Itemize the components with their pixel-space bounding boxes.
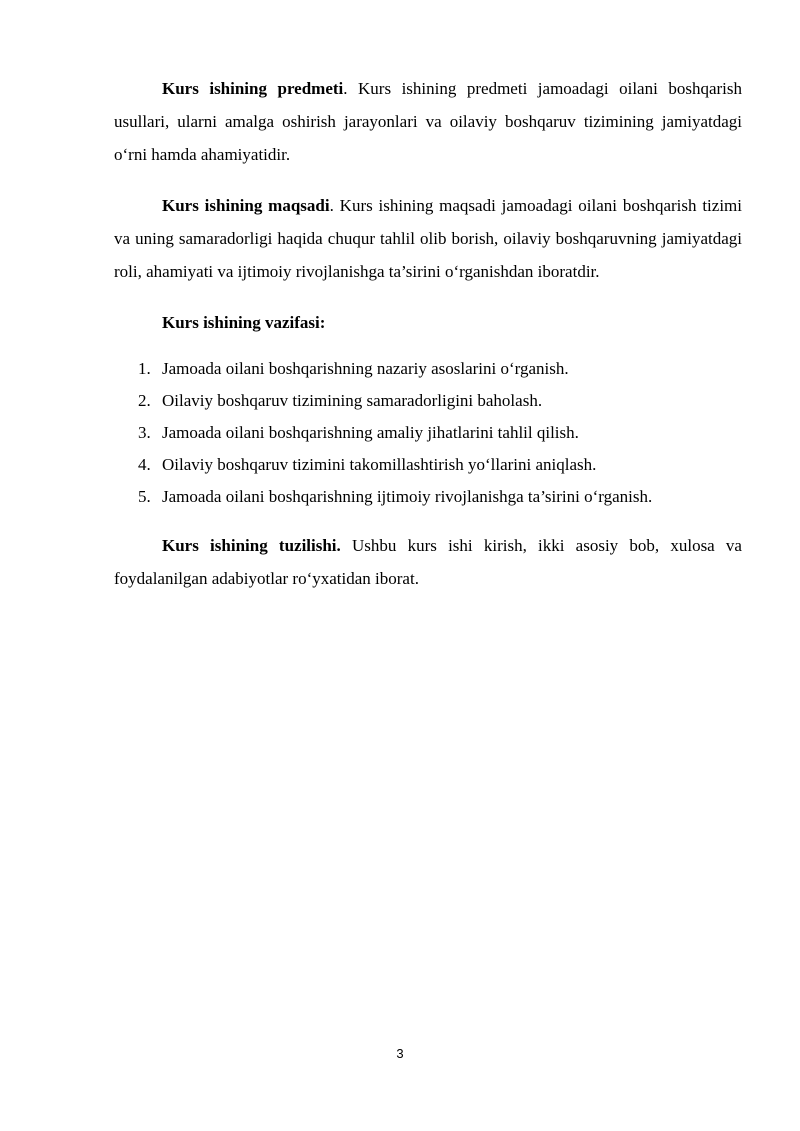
vazifa-list xyxy=(114,353,742,513)
predmet-paragraph xyxy=(114,72,742,171)
list-item-number: 4. xyxy=(138,455,151,474)
tuzilish-paragraph xyxy=(114,529,742,595)
tuzilish-text: Ushbu kurs ishi kirish, ikki asosiy bob, xulosa va foydalanilgan adabiyotlar ro‘yxatidan iborat. xyxy=(114,536,742,588)
predmet-text: . Kurs ishining predmeti jamoadagi oilani boshqarish usullari, ularni amalga oshirish jarayonlari va oilaviy boshqaruv tizimining jamiyatdagi o‘rni hamda ahamiyatidir. xyxy=(114,79,742,164)
vazifa-heading: Kurs ishining vazifasi: xyxy=(162,313,326,332)
page-content xyxy=(114,72,742,613)
tuzilish-title: Kurs ishining tuzilishi. xyxy=(162,536,341,555)
list-item xyxy=(114,353,742,385)
list-item-text: Oilaviy boshqaruv tizimining samaradorligini baholash. xyxy=(162,391,543,410)
list-item-text: Oilaviy boshqaruv tizimini takomillashtirish yo‘llarini aniqlash. xyxy=(162,455,597,474)
list-item-number: 5. xyxy=(138,487,151,506)
page-number: 3 xyxy=(396,1046,404,1061)
list-item xyxy=(114,481,742,513)
list-item xyxy=(114,385,742,417)
list-item-text: Jamoada oilani boshqarishning amaliy jihatlarini tahlil qilish. xyxy=(162,423,579,442)
list-item-number: 2. xyxy=(138,391,151,410)
list-item xyxy=(114,417,742,449)
list-item-number: 1. xyxy=(138,359,151,378)
predmet-title: Kurs ishining predmeti xyxy=(162,79,344,98)
maqsad-title: Kurs ishining maqsadi xyxy=(162,196,330,215)
list-item-text: Jamoada oilani boshqarishning nazariy asoslarini o‘rganish. xyxy=(162,359,569,378)
maqsad-paragraph xyxy=(114,189,742,288)
list-item-number: 3. xyxy=(138,423,151,442)
list-item xyxy=(114,449,742,481)
maqsad-text: . Kurs ishining maqsadi jamoadagi oilani boshqarish tizimi va uning samaradorligi haqida chuqur tahlil olib borish, oilaviy boshqaruvning jamiyatdagi roli, ahamiyati va ijtimoiy rivojlanishga ta’sirini o‘rganishdan iboratdir. xyxy=(114,196,742,281)
list-item-text: Jamoada oilani boshqarishning ijtimoiy rivojlanishga ta’sirini o‘rganish. xyxy=(162,487,653,506)
